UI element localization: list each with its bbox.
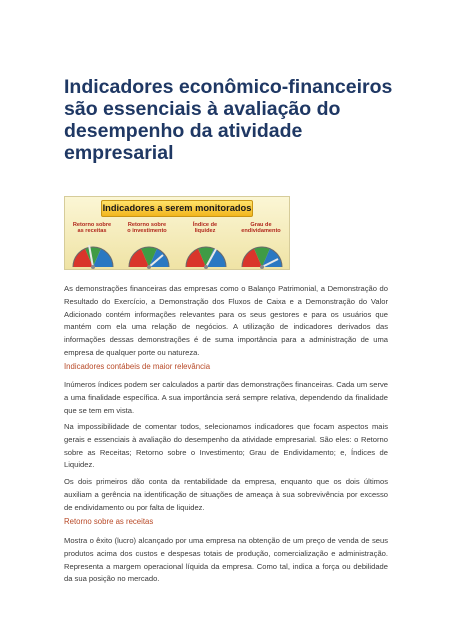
gauge-label-retorno-receitas: Retorno sobre as receitas	[72, 222, 112, 234]
paragraph-indices: Inúmeros índices podem ser calculados a partir das demonstrações financeiras. Cada um serve a uma finalidade específica. A sua importância será sempre relativa, dependendo da finalidade que se tem em vista.	[64, 380, 388, 415]
paragraph-rentabilidade: Os dois primeiros dão conta da rentabilidade da empresa, enquanto que os dois últimos auxiliam a gerência na identificação de situações de ameaça à sua sobrevivência por excesso de endividamento ou por falta de liquidez.	[64, 477, 388, 512]
gauge-label-retorno-investimento: Retorno sobre o investimento	[127, 222, 167, 234]
paragraph-intro: As demonstrações financeiras das empresas como o Balanço Patrimonial, a Demonstração do Resultado do Exercício, a Demonstração dos Fluxos de Caixa e a Demonstração do Valor Adicionado contém informações relevantes para os seus gestores e para os usuários que mantém com ela uma relação de negócios. A utilização de indicadores derivados das informações dessas demonstrações é de suma importância para a administração de uma empresa de qualquer porte ou natureza.	[64, 284, 388, 357]
illustration-banner: Indicadores a serem monitorados	[101, 200, 253, 217]
section-heading-indicadores: Indicadores contábeis de maior relevância	[64, 362, 211, 371]
gauge-grau-endividamento	[238, 235, 286, 269]
paragraph-selecao: Na impossibilidade de comentar todos, selecionamos indicadores que focam aspectos mais gerais e essenciais à avaliação do desempenho da atividade empresarial. São eles: o Retorno sobre as Receitas; Retorno sobre o Investimento; Grau de Endividamento; e, Índices de Liquidez.	[64, 422, 388, 470]
gauge-label-indice-liquidez: Índice de liquidez	[192, 222, 218, 234]
gauge-retorno-receitas	[69, 235, 117, 269]
gauge-label-grau-endividamento: Grau de endividamento	[241, 222, 281, 234]
indicators-illustration	[64, 196, 290, 270]
section-heading-retorno-receitas: Retorno sobre as receitas	[64, 517, 154, 526]
gauge-retorno-investimento	[125, 235, 173, 269]
paragraph-retorno-receitas: Mostra o êxito (lucro) alcançado por uma empresa na obtenção de um preço de venda de seus produtos acima dos custos e despesas totais de produção, comercialização e administração. Representa a margem operacional líquida da empresa. Como tal, indica a força ou debilidade da sua posição no mercado.	[64, 536, 388, 584]
document-title: Indicadores econômico-financeiros são essenciais à avaliação do desempenho da atividade empresarial	[64, 76, 393, 164]
gauge-indice-liquidez	[182, 235, 230, 269]
